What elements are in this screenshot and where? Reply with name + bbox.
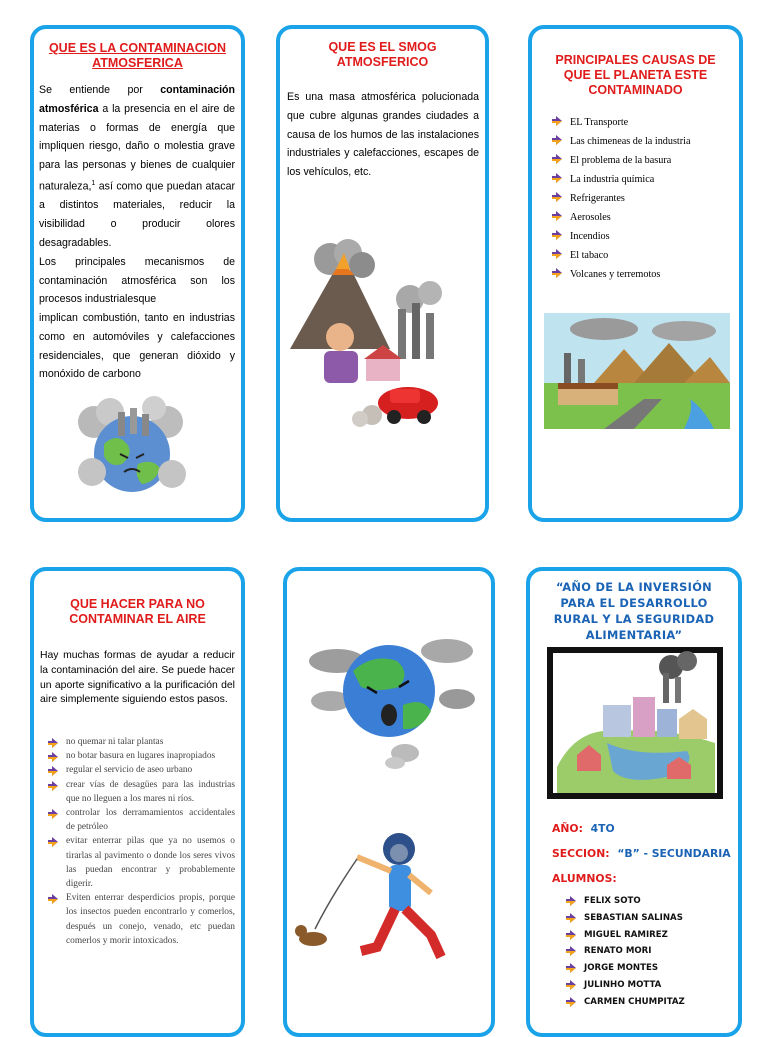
arrow-bullet-icon <box>552 116 562 126</box>
list-item: no botar basura en lugares inapropiados <box>44 749 235 763</box>
panel-illustrations <box>283 567 495 1037</box>
list-item: Las chimeneas de la industria <box>548 132 735 151</box>
earth-factory-image <box>72 392 192 504</box>
arrow-bullet-icon <box>566 980 576 990</box>
arrow-bullet-icon <box>48 738 58 748</box>
panel2-title: QUE ES EL SMOG ATMOSFERICO <box>328 40 437 69</box>
p1-paragraph-2: Los principales mecanismos de contaminación atmosférica son los procesos industrialesque <box>39 255 235 306</box>
arrow-bullet-icon <box>566 963 576 973</box>
list-item: Refrigerantes <box>548 189 735 208</box>
list-item: no quemar ni talar plantas <box>44 735 235 749</box>
arrow-bullet-icon <box>552 192 562 202</box>
sick-earth-image <box>307 631 477 771</box>
list-item: FELIX SOTO <box>562 893 685 910</box>
arrow-bullet-icon <box>566 930 576 940</box>
panel-portada <box>526 567 742 1037</box>
arrow-bullet-icon <box>566 997 576 1007</box>
students-list <box>562 893 685 1011</box>
list-item: Incendios <box>548 227 735 246</box>
list-item: evitar enterrar pilas que ya no usemos o tirarlas al pavimento o donde los seres vivos las puedan encontrar y probablemente digerir. <box>44 834 235 891</box>
list-item: JULINHO MOTTA <box>562 977 685 994</box>
steps-list <box>44 735 235 948</box>
arrow-bullet-icon <box>48 809 58 819</box>
section-label: SECCION: <box>552 847 610 860</box>
arrow-bullet-icon <box>48 766 58 776</box>
p1-paragraph-3: implican combustión, tanto en industrias como en automóviles y calefacciones residenciales, que generan dióxido y monóxido de carbono <box>39 312 235 381</box>
city-pollution-image <box>547 647 723 799</box>
causes-list <box>548 113 735 284</box>
panel4-title: QUE HACER PARA NO CONTAMINAR EL AIRE <box>69 597 206 626</box>
section-row <box>552 847 731 860</box>
arrow-bullet-icon <box>48 837 58 847</box>
panel2-body: Es una masa atmosférica polucionada que cubre algunas grandes ciudades a causa de los humos de las instalaciones industriales y calefacciones, escapes de los vehículos, etc. <box>287 91 479 179</box>
arrow-bullet-icon <box>48 894 58 904</box>
volcano-smog-image <box>290 239 470 429</box>
arrow-bullet-icon <box>566 946 576 956</box>
list-item: CARMEN CHUMPITAZ <box>562 994 685 1011</box>
list-item: JORGE MONTES <box>562 960 685 977</box>
panel4-intro: Hay muchas formas de ayudar a reducir la contaminación del aire. Se puede hacer un aporte significativo a la purificación del aire simplemente siguiendo estos pasos. <box>40 650 235 706</box>
panel-que-hacer <box>30 567 245 1037</box>
panel3-title: PRINCIPALES CAUSAS DE QUE EL PLANETA ESTE CONTAMINADO <box>555 53 716 97</box>
panel6-title: “AÑO DE LA INVERSIÓN PARA EL DESARROLLO RURAL Y LA SEGURIDAD ALIMENTARIA” <box>553 580 715 642</box>
p1-bold: contaminación atmosférica <box>39 84 235 115</box>
panel-smog-atmosferico <box>276 25 489 522</box>
list-item: RENATO MORI <box>562 943 685 960</box>
panel-contaminacion-atmosferica <box>30 25 245 522</box>
list-item: El problema de la basura <box>548 151 735 170</box>
arrow-bullet-icon <box>552 173 562 183</box>
list-item: controlar los derramamientos accidentales de petróleo <box>44 806 235 834</box>
list-item: regular el servicio de aseo urbano <box>44 763 235 777</box>
arrow-bullet-icon <box>48 781 58 791</box>
p1-text-c: así como que puedan atacar a distintos materiales, reducir la visibilidad o producir olores desagradables. <box>39 180 235 249</box>
list-item: El tabaco <box>548 246 735 265</box>
list-item: La industria química <box>548 170 735 189</box>
p1-text-b: a la presencia en el aire de materias o formas de energía que impliquen riesgo, daño o molestia grave para las personas y bienes de cualquier naturaleza, <box>39 102 235 193</box>
p1-sup: 1 <box>91 179 96 187</box>
arrow-bullet-icon <box>48 752 58 762</box>
list-item: MIGUEL RAMIREZ <box>562 927 685 944</box>
list-item: Volcanes y terremotos <box>548 265 735 284</box>
panel-principales-causas <box>528 25 743 522</box>
year-value: 4TO <box>590 822 615 835</box>
list-item: crear vías de desagües para las industrias que no lleguen a los mares ni ríos. <box>44 778 235 806</box>
gas-mask-man-dog-image <box>291 817 491 967</box>
list-item: EL Transporte <box>548 113 735 132</box>
list-item: Eviten enterrar desperdicios propis, porque los insectos pueden encontrarlo y comerlos, después un conejo, venado, etc puedan comerlos y morir intoxicados. <box>44 891 235 948</box>
arrow-bullet-icon <box>552 249 562 259</box>
arrow-bullet-icon <box>552 211 562 221</box>
list-item: Aerosoles <box>548 208 735 227</box>
arrow-bullet-icon <box>566 913 576 923</box>
students-label: ALUMNOS: <box>552 872 617 885</box>
arrow-bullet-icon <box>552 154 562 164</box>
industry-landscape-image <box>544 313 730 429</box>
year-label: AÑO: <box>552 822 583 835</box>
arrow-bullet-icon <box>566 896 576 906</box>
panel1-body <box>39 81 235 384</box>
p1-text-a: Se entiende por <box>39 84 161 96</box>
year-row <box>552 822 615 835</box>
list-item: SEBASTIAN SALINAS <box>562 910 685 927</box>
panel1-title: QUE ES LA CONTAMINACION ATMOSFERICA <box>48 41 227 70</box>
arrow-bullet-icon <box>552 268 562 278</box>
arrow-bullet-icon <box>552 230 562 240</box>
arrow-bullet-icon <box>552 135 562 145</box>
section-value: “B” - SECUNDARIA <box>617 847 731 860</box>
